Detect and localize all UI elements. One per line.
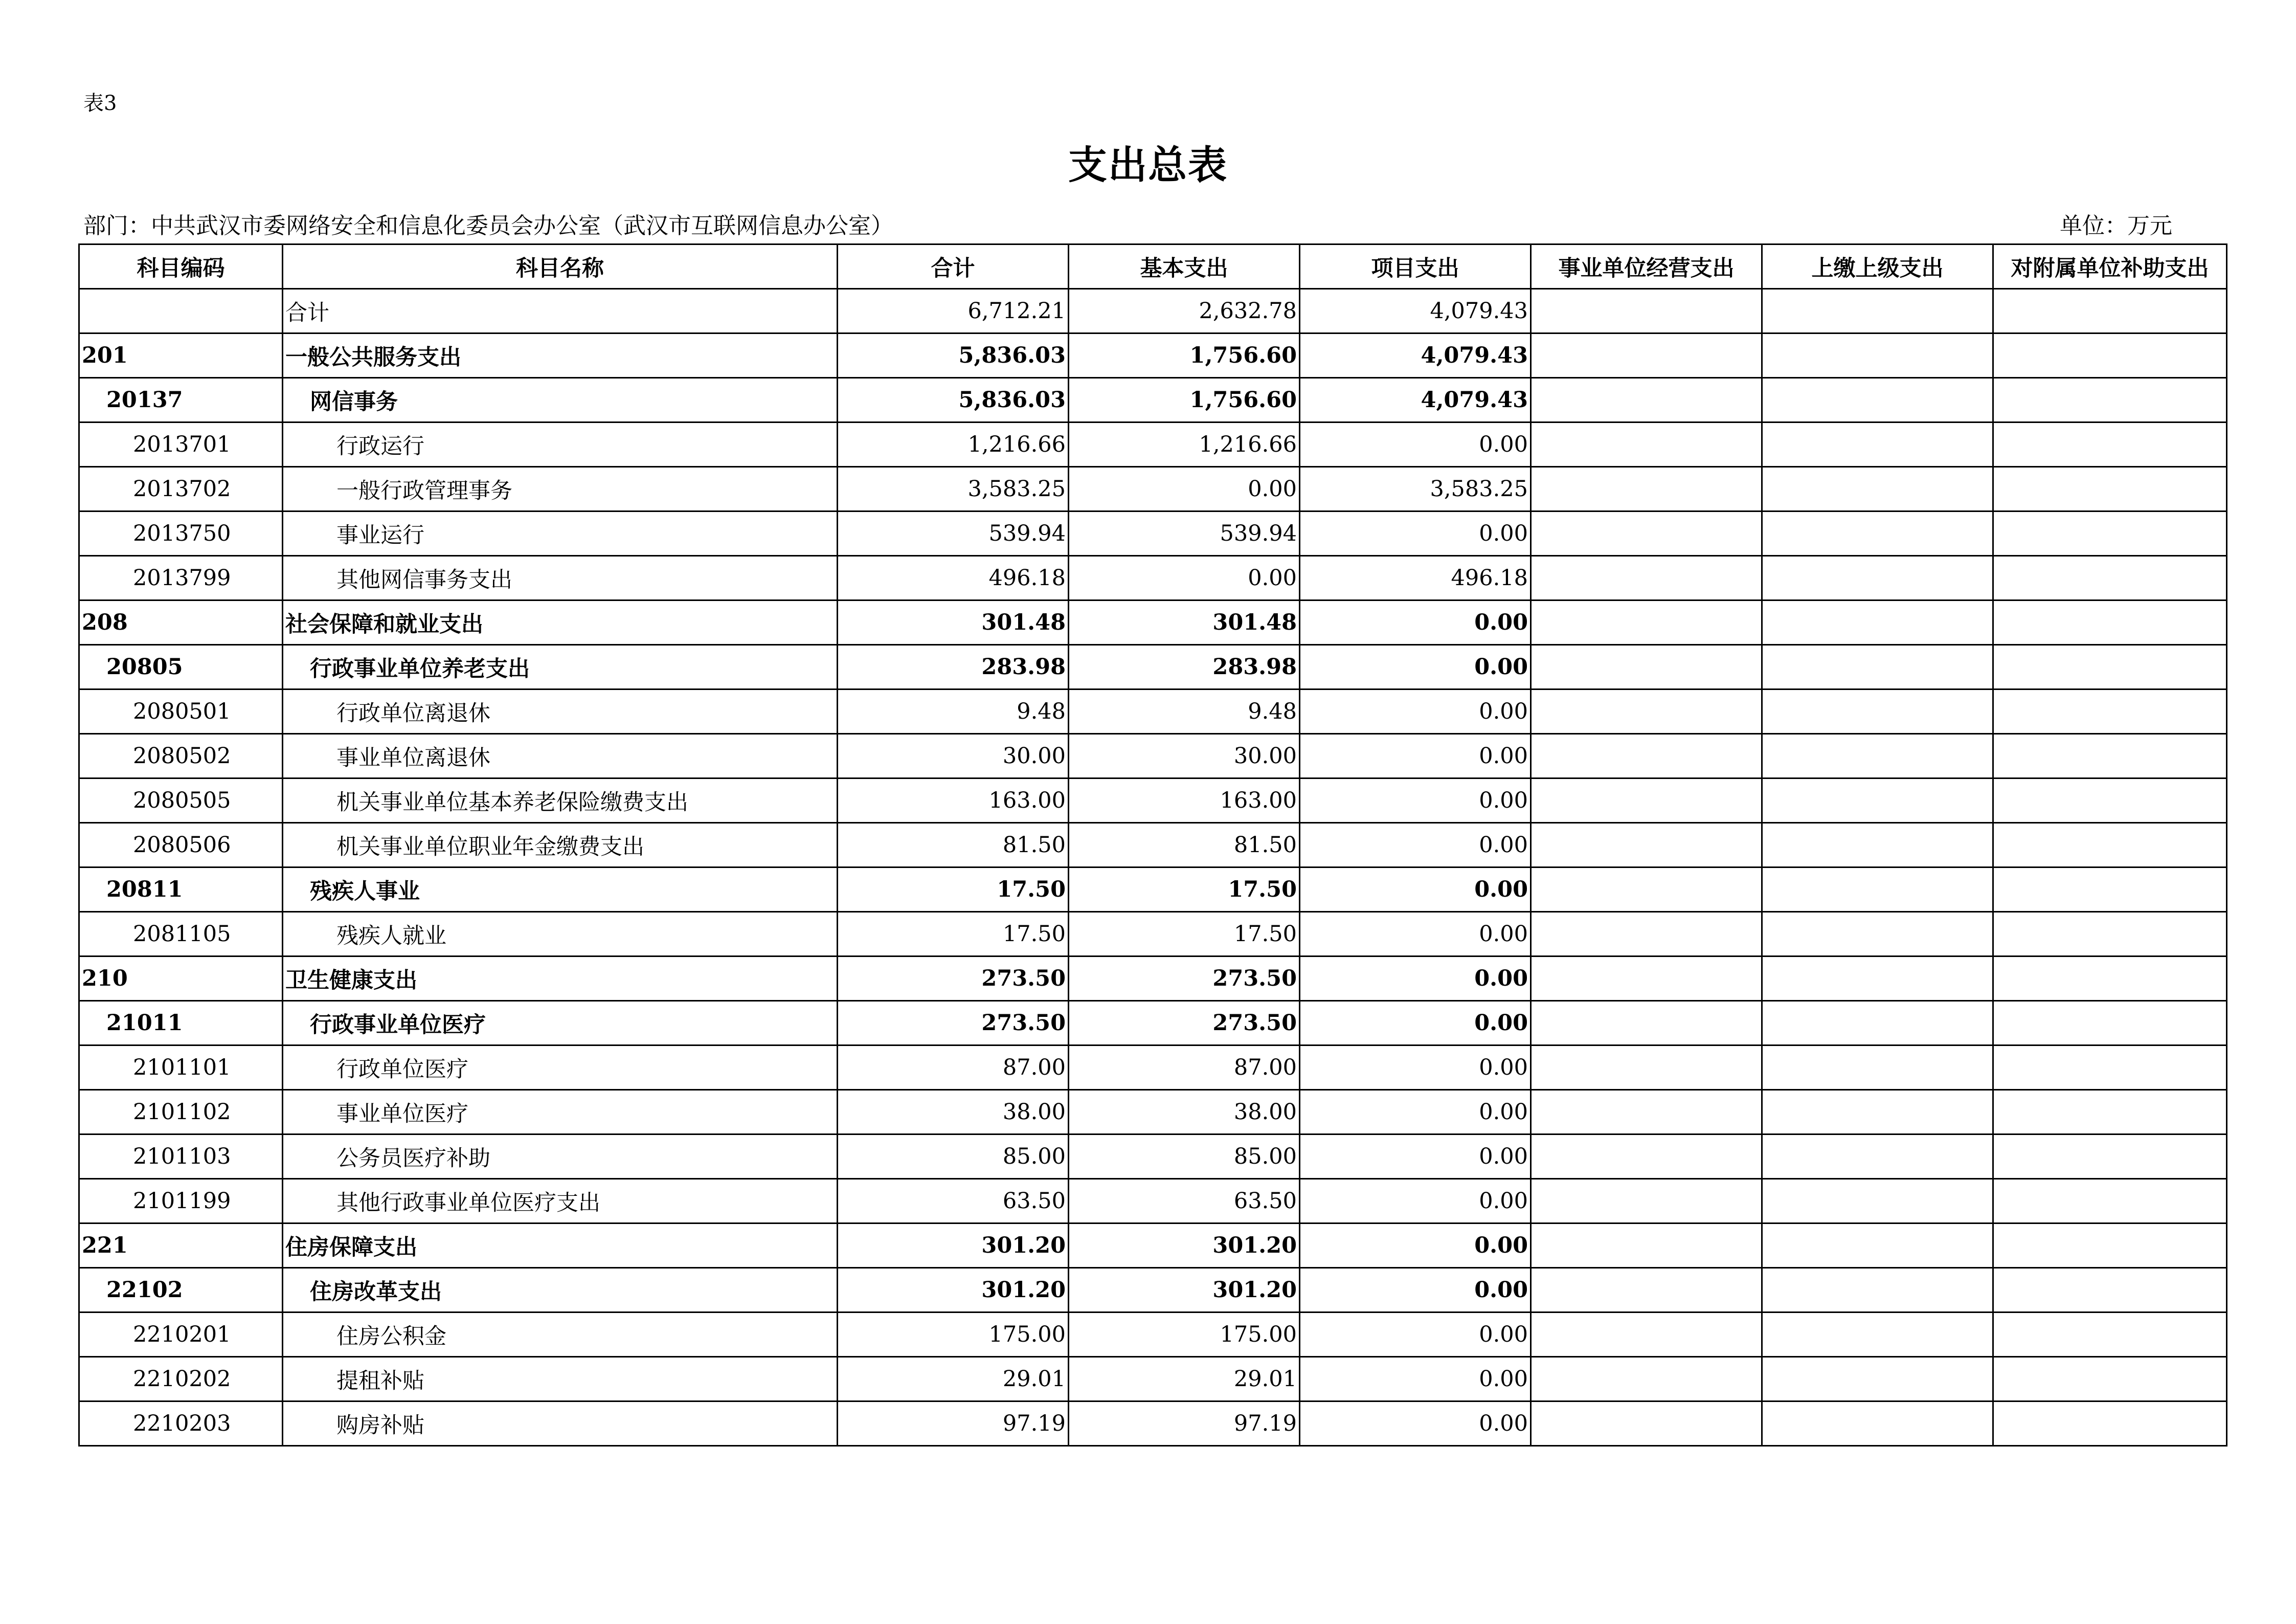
table-row [79,1357,2227,1401]
cell-business [1531,645,1762,689]
cell-project: 3,583.25 [1300,467,1531,511]
table-row [79,556,2227,600]
cell-total: 3,583.25 [838,467,1069,511]
cell-subsidy [1993,1045,2227,1090]
table-row [79,1223,2227,1268]
table-row [79,1401,2227,1446]
cell-total: 301.20 [838,1268,1069,1312]
cell-upper [1762,1179,1993,1223]
cell-code: 210 [79,956,283,1001]
table-row [79,467,2227,511]
cell-business [1531,333,1762,378]
cell-upper [1762,511,1993,556]
cell-basic: 273.50 [1069,956,1300,1001]
cell-project: 4,079.43 [1300,378,1531,422]
cell-business [1531,734,1762,778]
cell-total: 283.98 [838,645,1069,689]
cell-project: 0.00 [1300,1179,1531,1223]
cell-project: 4,079.43 [1300,289,1531,333]
cell-subsidy [1993,734,2227,778]
cell-code: 2080501 [79,689,283,734]
cell-project: 0.00 [1300,1001,1531,1045]
cell-subsidy [1993,1312,2227,1357]
cell-total: 175.00 [838,1312,1069,1357]
cell-code [79,289,283,333]
table-row [79,1268,2227,1312]
table-row [79,333,2227,378]
cell-upper [1762,1090,1993,1134]
cell-project: 0.00 [1300,1312,1531,1357]
header-code: 科目编码 [79,244,283,289]
cell-business [1531,467,1762,511]
cell-total: 539.94 [838,511,1069,556]
cell-name: 购房补贴 [283,1401,838,1446]
cell-total: 81.50 [838,823,1069,867]
cell-code: 2080502 [79,734,283,778]
header-upper: 上缴上级支出 [1762,244,1993,289]
cell-upper [1762,289,1993,333]
cell-project: 0.00 [1300,1134,1531,1179]
header-project: 项目支出 [1300,244,1531,289]
cell-upper [1762,689,1993,734]
cell-code: 2210201 [79,1312,283,1357]
cell-project: 496.18 [1300,556,1531,600]
table-row [79,823,2227,867]
cell-basic: 29.01 [1069,1357,1300,1401]
cell-name: 公务员医疗补助 [283,1134,838,1179]
cell-subsidy [1993,1401,2227,1446]
cell-subsidy [1993,511,2227,556]
cell-basic: 17.50 [1069,867,1300,912]
cell-name: 住房公积金 [283,1312,838,1357]
page-title: 支出总表 [1068,142,1228,188]
cell-name: 卫生健康支出 [283,956,838,1001]
header-business: 事业单位经营支出 [1531,244,1762,289]
cell-name: 住房改革支出 [283,1268,838,1312]
table-row [79,289,2227,333]
cell-business [1531,511,1762,556]
cell-subsidy [1993,645,2227,689]
cell-name: 网信事务 [283,378,838,422]
cell-basic: 175.00 [1069,1312,1300,1357]
header-basic: 基本支出 [1069,244,1300,289]
cell-total: 6,712.21 [838,289,1069,333]
cell-project: 0.00 [1300,823,1531,867]
cell-project: 0.00 [1300,912,1531,956]
cell-upper [1762,867,1993,912]
cell-upper [1762,778,1993,823]
cell-basic: 301.20 [1069,1223,1300,1268]
cell-total: 273.50 [838,1001,1069,1045]
cell-upper [1762,1134,1993,1179]
cell-total: 29.01 [838,1357,1069,1401]
cell-project: 0.00 [1300,511,1531,556]
cell-basic: 301.48 [1069,600,1300,645]
cell-basic: 30.00 [1069,734,1300,778]
cell-business [1531,689,1762,734]
cell-business [1531,912,1762,956]
cell-subsidy [1993,1179,2227,1223]
cell-code: 208 [79,600,283,645]
cell-total: 87.00 [838,1045,1069,1090]
cell-project: 0.00 [1300,689,1531,734]
header-name: 科目名称 [283,244,838,289]
cell-name: 行政事业单位养老支出 [283,645,838,689]
cell-subsidy [1993,867,2227,912]
cell-subsidy [1993,689,2227,734]
cell-upper [1762,1045,1993,1090]
cell-basic: 301.20 [1069,1268,1300,1312]
cell-business [1531,1045,1762,1090]
cell-total: 38.00 [838,1090,1069,1134]
header-total: 合计 [838,244,1069,289]
cell-business [1531,289,1762,333]
cell-basic: 163.00 [1069,778,1300,823]
cell-project: 0.00 [1300,422,1531,467]
department-label: 部门：中共武汉市委网络安全和信息化委员会办公室（武汉市互联网信息办公室） [83,213,893,239]
cell-project: 0.00 [1300,1223,1531,1268]
cell-total: 17.50 [838,912,1069,956]
cell-business [1531,1090,1762,1134]
cell-basic: 0.00 [1069,556,1300,600]
table-row [79,956,2227,1001]
cell-code: 2210203 [79,1401,283,1446]
cell-basic: 1,756.60 [1069,378,1300,422]
cell-upper [1762,1268,1993,1312]
cell-code: 21011 [79,1001,283,1045]
cell-upper [1762,1401,1993,1446]
cell-subsidy [1993,333,2227,378]
cell-name: 行政单位离退休 [283,689,838,734]
cell-subsidy [1993,600,2227,645]
cell-upper [1762,734,1993,778]
cell-subsidy [1993,1001,2227,1045]
cell-subsidy [1993,1268,2227,1312]
cell-name: 提租补贴 [283,1357,838,1401]
cell-code: 20805 [79,645,283,689]
cell-name: 其他网信事务支出 [283,556,838,600]
cell-business [1531,1134,1762,1179]
cell-name: 行政单位医疗 [283,1045,838,1090]
cell-total: 30.00 [838,734,1069,778]
cell-code: 2080505 [79,778,283,823]
cell-business [1531,1312,1762,1357]
unit-label: 单位：万元 [2060,213,2172,239]
cell-upper [1762,378,1993,422]
cell-basic: 87.00 [1069,1045,1300,1090]
cell-business [1531,600,1762,645]
cell-basic: 9.48 [1069,689,1300,734]
table-row [79,912,2227,956]
cell-project: 0.00 [1300,1045,1531,1090]
cell-name: 住房保障支出 [283,1223,838,1268]
cell-business [1531,867,1762,912]
cell-subsidy [1993,1223,2227,1268]
cell-upper [1762,645,1993,689]
cell-name: 合计 [283,289,838,333]
cell-basic: 539.94 [1069,511,1300,556]
table-row [79,511,2227,556]
cell-subsidy [1993,289,2227,333]
cell-upper [1762,556,1993,600]
cell-upper [1762,422,1993,467]
cell-code: 2101103 [79,1134,283,1179]
cell-upper [1762,600,1993,645]
table-row [79,600,2227,645]
table-row [79,645,2227,689]
table-row [79,867,2227,912]
cell-code: 2013701 [79,422,283,467]
cell-code: 2101199 [79,1179,283,1223]
cell-total: 163.00 [838,778,1069,823]
header-row [79,244,2227,289]
cell-upper [1762,467,1993,511]
cell-upper [1762,1312,1993,1357]
cell-subsidy [1993,823,2227,867]
cell-business [1531,1179,1762,1223]
cell-total: 5,836.03 [838,378,1069,422]
cell-basic: 63.50 [1069,1179,1300,1223]
cell-business [1531,1001,1762,1045]
cell-business [1531,1268,1762,1312]
cell-business [1531,422,1762,467]
cell-code: 20811 [79,867,283,912]
cell-project: 0.00 [1300,867,1531,912]
cell-name: 一般公共服务支出 [283,333,838,378]
expenditure-table [78,243,2227,1447]
table-row [79,378,2227,422]
cell-basic: 38.00 [1069,1090,1300,1134]
cell-total: 273.50 [838,956,1069,1001]
cell-basic: 85.00 [1069,1134,1300,1179]
table-number: 表3 [83,92,117,115]
cell-subsidy [1993,467,2227,511]
table-row [79,1090,2227,1134]
cell-total: 1,216.66 [838,422,1069,467]
cell-subsidy [1993,1134,2227,1179]
cell-project: 0.00 [1300,956,1531,1001]
cell-code: 2210202 [79,1357,283,1401]
cell-upper [1762,956,1993,1001]
cell-name: 机关事业单位职业年金缴费支出 [283,823,838,867]
cell-upper [1762,1357,1993,1401]
cell-name: 事业单位离退休 [283,734,838,778]
cell-project: 0.00 [1300,1090,1531,1134]
cell-business [1531,956,1762,1001]
cell-total: 301.48 [838,600,1069,645]
cell-name: 事业运行 [283,511,838,556]
cell-code: 20137 [79,378,283,422]
table-row [79,1045,2227,1090]
cell-code: 2013702 [79,467,283,511]
cell-code: 2080506 [79,823,283,867]
cell-total: 17.50 [838,867,1069,912]
cell-basic: 0.00 [1069,467,1300,511]
table-row [79,422,2227,467]
cell-name: 行政事业单位医疗 [283,1001,838,1045]
cell-code: 2081105 [79,912,283,956]
table-row [79,689,2227,734]
header-subsidy: 对附属单位补助支出 [1993,244,2227,289]
cell-subsidy [1993,1357,2227,1401]
cell-name: 社会保障和就业支出 [283,600,838,645]
table-row [79,1312,2227,1357]
cell-business [1531,1357,1762,1401]
cell-total: 9.48 [838,689,1069,734]
table-row [79,778,2227,823]
cell-basic: 97.19 [1069,1401,1300,1446]
cell-name: 一般行政管理事务 [283,467,838,511]
cell-project: 0.00 [1300,600,1531,645]
cell-code: 2101102 [79,1090,283,1134]
cell-code: 2013799 [79,556,283,600]
cell-code: 22102 [79,1268,283,1312]
cell-total: 85.00 [838,1134,1069,1179]
cell-code: 221 [79,1223,283,1268]
cell-total: 63.50 [838,1179,1069,1223]
cell-basic: 2,632.78 [1069,289,1300,333]
cell-basic: 273.50 [1069,1001,1300,1045]
cell-code: 2101101 [79,1045,283,1090]
cell-basic: 17.50 [1069,912,1300,956]
cell-project: 0.00 [1300,734,1531,778]
table-row [79,734,2227,778]
cell-basic: 283.98 [1069,645,1300,689]
cell-name: 残疾人事业 [283,867,838,912]
table-row [79,1001,2227,1045]
cell-code: 201 [79,333,283,378]
cell-total: 5,836.03 [838,333,1069,378]
cell-basic: 81.50 [1069,823,1300,867]
cell-project: 0.00 [1300,1357,1531,1401]
cell-upper [1762,1223,1993,1268]
cell-upper [1762,333,1993,378]
cell-total: 97.19 [838,1401,1069,1446]
cell-subsidy [1993,956,2227,1001]
cell-name: 事业单位医疗 [283,1090,838,1134]
cell-upper [1762,1001,1993,1045]
cell-upper [1762,912,1993,956]
cell-name: 其他行政事业单位医疗支出 [283,1179,838,1223]
cell-business [1531,1223,1762,1268]
cell-subsidy [1993,912,2227,956]
cell-name: 行政运行 [283,422,838,467]
cell-project: 4,079.43 [1300,333,1531,378]
cell-business [1531,823,1762,867]
cell-upper [1762,823,1993,867]
cell-basic: 1,216.66 [1069,422,1300,467]
table-row [79,1179,2227,1223]
cell-subsidy [1993,1090,2227,1134]
cell-code: 2013750 [79,511,283,556]
cell-name: 机关事业单位基本养老保险缴费支出 [283,778,838,823]
cell-subsidy [1993,378,2227,422]
cell-project: 0.00 [1300,1401,1531,1446]
cell-subsidy [1993,556,2227,600]
cell-total: 301.20 [838,1223,1069,1268]
cell-project: 0.00 [1300,778,1531,823]
cell-project: 0.00 [1300,1268,1531,1312]
cell-project: 0.00 [1300,645,1531,689]
cell-subsidy [1993,422,2227,467]
cell-basic: 1,756.60 [1069,333,1300,378]
cell-business [1531,556,1762,600]
cell-business [1531,378,1762,422]
cell-business [1531,1401,1762,1446]
table-row [79,1134,2227,1179]
cell-total: 496.18 [838,556,1069,600]
cell-subsidy [1993,778,2227,823]
cell-name: 残疾人就业 [283,912,838,956]
cell-business [1531,778,1762,823]
